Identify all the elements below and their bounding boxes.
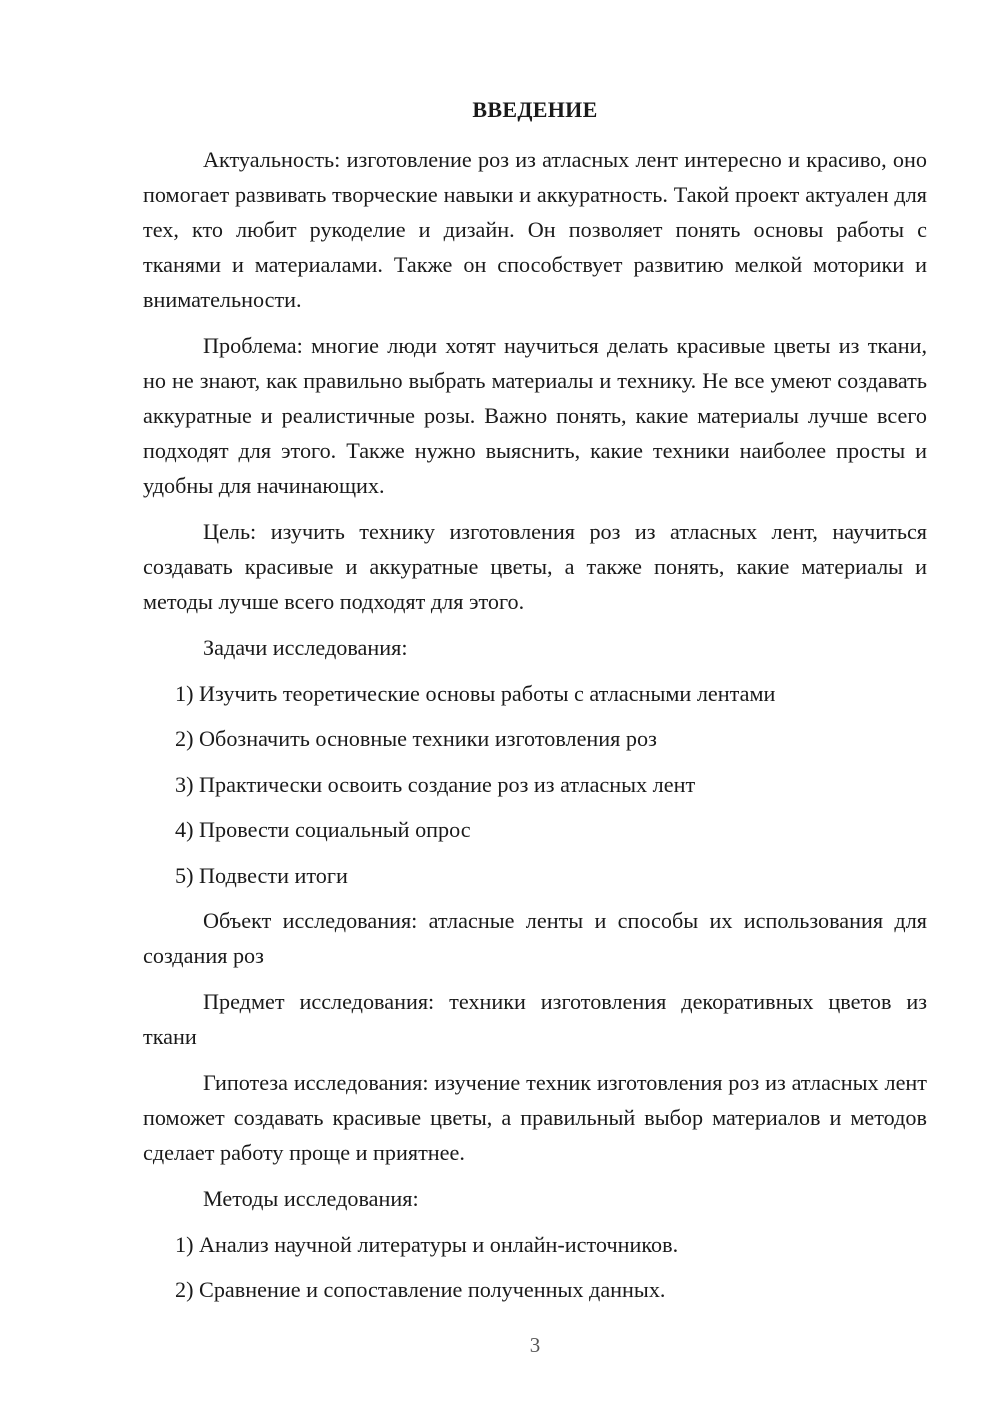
- methods-list: [143, 1227, 927, 1308]
- section-title: ВВЕДЕНИЕ: [472, 97, 598, 122]
- introduction-body: [143, 142, 927, 1318]
- page-number: 3: [529, 1333, 541, 1357]
- tasks-heading: Задачи исследования:: [203, 635, 408, 660]
- document-page: [143, 0, 927, 1414]
- task-item-3: 3) Практически освоить создание роз из атласных лент: [175, 771, 696, 797]
- task-item-4: 4) Провести социальный опрос: [175, 817, 471, 842]
- hypothesis-paragraph: Гипотеза исследования: изучение техник изготовления роз из атласных лент поможет создавать красивые цветы, а правильный выбор материалов и методов сделает работу проще и приятнее.: [143, 1070, 927, 1165]
- tasks-list: [143, 676, 927, 893]
- task-item-1: 1) Изучить теоретические основы работы с атласными лентами: [175, 680, 776, 706]
- task-item-2: 2) Обозначить основные техники изготовления роз: [175, 726, 657, 751]
- method-item-2: 2) Сравнение и сопоставление полученных данных.: [175, 1277, 666, 1302]
- subject-paragraph: Предмет исследования: техники изготовления декоративных цветов из ткани: [143, 989, 927, 1049]
- problem-paragraph: Проблема: многие люди хотят научиться делать красивые цветы из ткани, но не знают, как правильно выбрать материалы и технику. Не все умеют создавать аккуратные и реалистичные розы. Важно понять, какие материалы лучше всего подходят для этого. Также нужно выяснить, какие техники наиболее просты и удобны для начинающих.: [143, 333, 927, 498]
- task-item-5: 5) Подвести итоги: [175, 862, 348, 888]
- methods-heading: Методы исследования:: [203, 1186, 419, 1211]
- object-paragraph: Объект исследования: атласные ленты и способы их использования для создания роз: [143, 908, 927, 968]
- goal-paragraph: Цель: изучить технику изготовления роз из атласных лент, научиться создавать красивые и аккуратные цветы, а также понять, какие материалы и методы лучше всего подходят для этого.: [143, 519, 927, 614]
- relevance-paragraph: Актуальность: изготовление роз из атласных лент интересно и красиво, оно помогает развивать творческие навыки и аккуратность. Такой проект актуален для тех, кто любит рукоделие и дизайн. Он позволяет понять основы работы с тканями и материалами. Также он способствует развитию мелкой моторики и внимательности.: [143, 147, 927, 312]
- method-item-1: 1) Анализ научной литературы и онлайн-источников.: [175, 1231, 679, 1257]
